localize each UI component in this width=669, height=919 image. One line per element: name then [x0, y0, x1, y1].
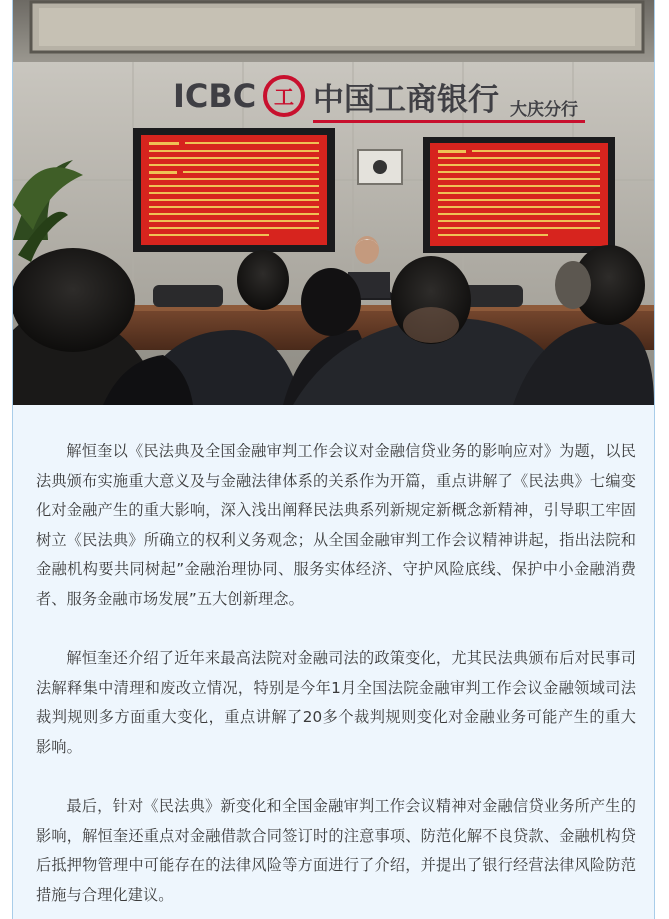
sign-name: 中国工商银行 [313, 82, 499, 118]
article-paragraph-1: 解恒奎以《民法典及全国金融审判工作会议对金融信贷业务的影响应对》为题，以民法典颁布实施重大意义及与金融法律体系的关系作为开篇，重点讲解了《民法典》七编变化对金融产生的重大影响，深入浅出阐释民法典系列新规定新概念新精神，引导职工牢固树立《民法典》所确立的权利义务观念；从全国金融审判工作会议精神讲起，指出法院和金融机构要共同树起”金融治理协同、服务实体经济、守护风险底线、保护中小金融消费者、服务金融市场发展”五大创新理念。 [36, 442, 636, 608]
right-screen [423, 137, 615, 253]
lecture-photo-drawing [13, 0, 654, 405]
article-paragraph-3: 最后，针对《民法典》新变化和全国金融审判工作会议精神对金融信贷业务所产生的影响，解恒奎还重点对金融借款合同签订时的注意事项、防范化解不良贷款、金融机构贷后抵押物管理中可能存在的法律风险等方面进行了介绍，并提出了银行经营法律风险防范措施与合理化建议。 [36, 797, 636, 904]
article-paragraph-2: 解恒奎还介绍了近年来最高法院对金融司法的政策变化，尤其民法典颁布后对民事司法解释集中清理和废改立情况，特别是今年1月全国法院金融审判工作会议金融领域司法裁判规则多方面重大变化，重点讲解了20多个裁判规则变化对金融业务可能产生的重大影响。 [36, 649, 636, 756]
article-body [36, 437, 636, 919]
left-screen [133, 128, 335, 252]
sign-branch: 大庆分行 [510, 100, 578, 120]
lecture-photo [13, 0, 654, 405]
icbc-logo-glyph: 工 [274, 85, 294, 109]
sign-underline [313, 120, 585, 123]
sign-brand: ICBC [173, 77, 257, 115]
